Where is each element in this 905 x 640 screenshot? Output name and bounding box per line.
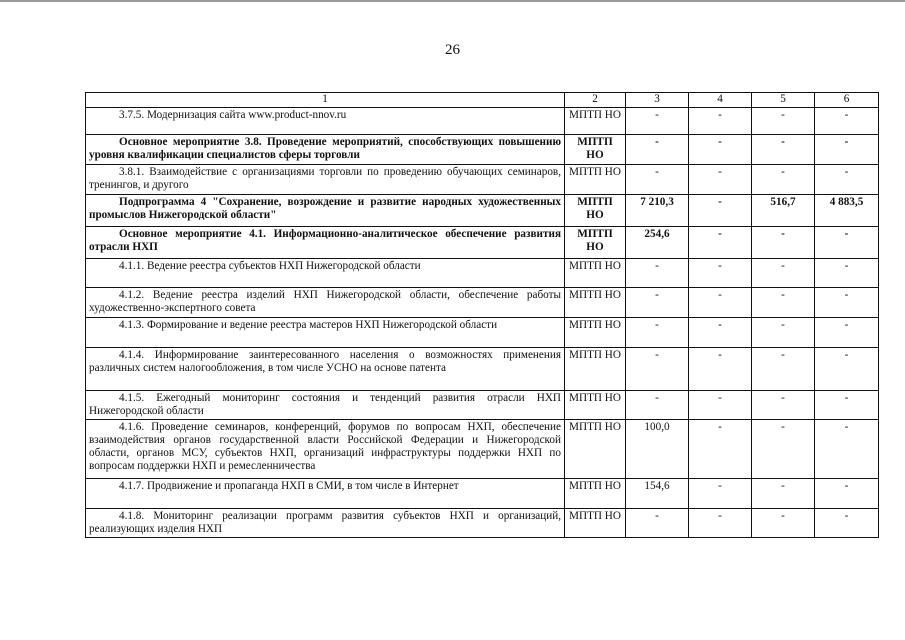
table-row	[86, 318, 879, 348]
activity-description	[86, 135, 565, 165]
value-cell-v6: -	[815, 165, 879, 195]
activity-description	[86, 509, 565, 538]
value-cell-v3: 100,0	[626, 420, 689, 479]
value-cell-v4: -	[689, 195, 752, 227]
activity-text: 4.1.4. Информирование заинтересованного населения о возможностях применения различных систем налогообложения, в том числе УСНО на основе патента	[89, 349, 561, 374]
value-cell-v4: -	[689, 259, 752, 288]
value-cell-v4: -	[689, 509, 752, 538]
program-table-body	[86, 93, 879, 538]
executor-cell: МПТП НО	[565, 348, 626, 391]
value-cell-v4: -	[689, 108, 752, 135]
table-row	[86, 420, 879, 479]
activity-description	[86, 288, 565, 318]
value-cell-v5: -	[752, 391, 815, 420]
value-cell-v3: 7 210,3	[626, 195, 689, 227]
table-row	[86, 391, 879, 420]
activity-text: 3.7.5. Модернизация сайта www.product-nnov.ru	[119, 109, 347, 121]
column-header-3: 3	[626, 93, 689, 108]
value-cell-v5: -	[752, 259, 815, 288]
value-cell-v6: 4 883,5	[815, 195, 879, 227]
value-cell-v6: -	[815, 479, 879, 509]
executor-cell: МПТП НО	[565, 420, 626, 479]
table-row	[86, 479, 879, 509]
value-cell-v3: -	[626, 348, 689, 391]
value-cell-v4: -	[689, 165, 752, 195]
table-row	[86, 227, 879, 259]
scan-top-edge	[0, 0, 905, 2]
activity-text: 4.1.2. Ведение реестра изделий НХП Нижегородской области, обеспечение работы художественно-экспертного совета	[89, 289, 561, 314]
value-cell-v5: -	[752, 165, 815, 195]
executor-cell: МПТП НО	[565, 108, 626, 135]
column-header-1: 1	[86, 93, 565, 108]
value-cell-v6: -	[815, 509, 879, 538]
table-header-row	[86, 93, 879, 108]
value-cell-v4: -	[689, 227, 752, 259]
value-cell-v5: -	[752, 108, 815, 135]
activity-description	[86, 348, 565, 391]
table-row	[86, 108, 879, 135]
value-cell-v5: -	[752, 420, 815, 479]
value-cell-v6: -	[815, 318, 879, 348]
value-cell-v5: -	[752, 348, 815, 391]
program-table	[85, 92, 879, 538]
activity-description	[86, 165, 565, 195]
value-cell-v5: -	[752, 288, 815, 318]
table-row	[86, 509, 879, 538]
value-cell-v6: -	[815, 288, 879, 318]
executor-cell: МПТП НО	[565, 135, 626, 165]
executor-cell: МПТП НО	[565, 288, 626, 318]
value-cell-v3: -	[626, 391, 689, 420]
activity-description	[86, 108, 565, 135]
table-row	[86, 195, 879, 227]
value-cell-v4: -	[689, 391, 752, 420]
executor-cell: МПТП НО	[565, 318, 626, 348]
activity-text: 4.1.1. Ведение реестра субъектов НХП Нижегородской области	[119, 260, 421, 272]
value-cell-v5: -	[752, 135, 815, 165]
value-cell-v3: -	[626, 318, 689, 348]
activity-text: 4.1.7. Продвижение и пропаганда НХП в СМИ, в том числе в Интернет	[119, 480, 459, 492]
value-cell-v5: -	[752, 479, 815, 509]
value-cell-v3: -	[626, 259, 689, 288]
value-cell-v5: -	[752, 509, 815, 538]
page-number: 26	[445, 42, 460, 58]
table-row	[86, 259, 879, 288]
activity-description	[86, 259, 565, 288]
value-cell-v3: -	[626, 509, 689, 538]
value-cell-v3: -	[626, 165, 689, 195]
activity-text: 3.8.1. Взаимодействие с организациями торговли по проведению обучающих семинаров, тренингов, и другого	[89, 166, 561, 191]
executor-cell: МПТП НО	[565, 391, 626, 420]
value-cell-v5: -	[752, 318, 815, 348]
value-cell-v3: -	[626, 135, 689, 165]
table-row	[86, 165, 879, 195]
value-cell-v4: -	[689, 420, 752, 479]
value-cell-v3: 254,6	[626, 227, 689, 259]
activity-text: 4.1.5. Ежегодный мониторинг состояния и тенденций развития отрасли НХП Нижегородской области	[89, 392, 561, 417]
activity-description	[86, 227, 565, 259]
activity-description	[86, 195, 565, 227]
executor-cell: МПТП НО	[565, 195, 626, 227]
value-cell-v3: -	[626, 288, 689, 318]
activity-description	[86, 420, 565, 479]
column-header-6: 6	[815, 93, 879, 108]
table-row	[86, 348, 879, 391]
table-row	[86, 135, 879, 165]
value-cell-v6: -	[815, 391, 879, 420]
value-cell-v5: 516,7	[752, 195, 815, 227]
executor-cell: МПТП НО	[565, 479, 626, 509]
value-cell-v6: -	[815, 135, 879, 165]
activity-text: 4.1.8. Мониторинг реализации программ развития субъектов НХП и организаций, реализующих изделия НХП	[89, 510, 561, 535]
executor-cell: МПТП НО	[565, 259, 626, 288]
activity-text: Основное мероприятие 3.8. Проведение мероприятий, способствующих повышению уровня квалификации специалистов сферы торговли	[89, 136, 561, 161]
activity-text: Подпрограмма 4 "Сохранение, возрождение и развитие народных художественных промыслов Нижегородской области"	[89, 196, 561, 221]
value-cell-v4: -	[689, 288, 752, 318]
column-header-5: 5	[752, 93, 815, 108]
activity-text: Основное мероприятие 4.1. Информационно-аналитическое обеспечение развития отрасли НХП	[89, 228, 561, 253]
activity-description	[86, 479, 565, 509]
value-cell-v6: -	[815, 420, 879, 479]
executor-cell: МПТП НО	[565, 165, 626, 195]
value-cell-v6: -	[815, 108, 879, 135]
value-cell-v4: -	[689, 135, 752, 165]
column-header-2: 2	[565, 93, 626, 108]
value-cell-v6: -	[815, 227, 879, 259]
value-cell-v6: -	[815, 348, 879, 391]
value-cell-v3: 154,6	[626, 479, 689, 509]
column-header-4: 4	[689, 93, 752, 108]
activity-description	[86, 391, 565, 420]
value-cell-v3: -	[626, 108, 689, 135]
activity-description	[86, 318, 565, 348]
value-cell-v4: -	[689, 348, 752, 391]
activity-text: 4.1.3. Формирование и ведение реестра мастеров НХП Нижегородской области	[119, 319, 498, 331]
value-cell-v4: -	[689, 318, 752, 348]
executor-cell: МПТП НО	[565, 227, 626, 259]
value-cell-v4: -	[689, 479, 752, 509]
executor-cell: МПТП НО	[565, 509, 626, 538]
table-row	[86, 288, 879, 318]
activity-text: 4.1.6. Проведение семинаров, конференций, форумов по вопросам НХП, обеспечение взаимодействия органов государственной власти Российской Федерации и Нижегородской области, органов МСУ, субъектов НХП, организаций инфраструктуры поддержки НХП по вопросам поддержки НХП и ремесленничества	[89, 421, 561, 472]
value-cell-v5: -	[752, 227, 815, 259]
value-cell-v6: -	[815, 259, 879, 288]
